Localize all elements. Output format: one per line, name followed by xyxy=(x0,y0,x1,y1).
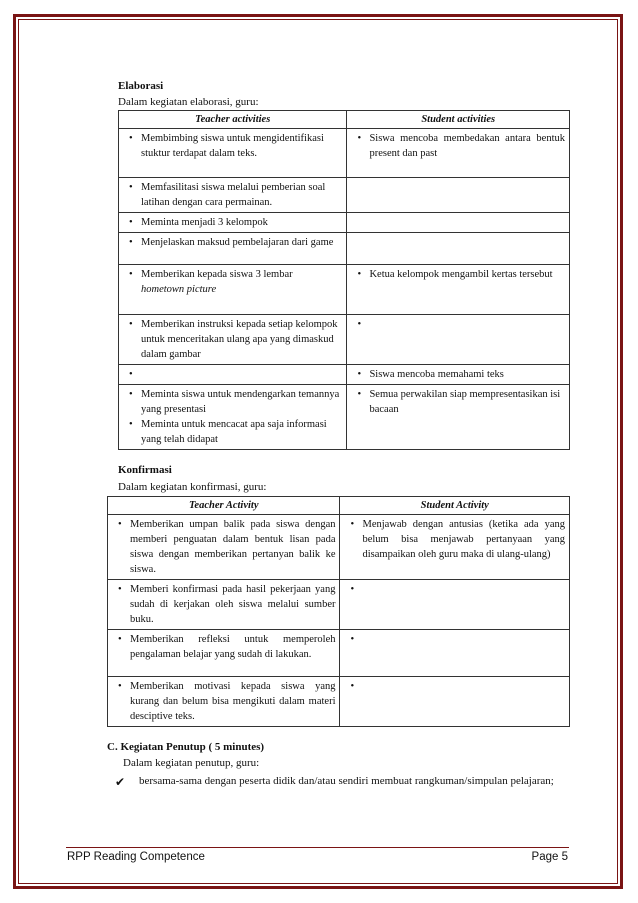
teacher-activity: • Meminta menjadi 3 kelompok xyxy=(141,215,342,230)
teacher-activity: • Meminta siswa untuk mendengarkan temannya yang presentasi xyxy=(141,387,342,417)
student-activity: • Menjawab dengan antusias (ketika ada yang belum bisa menjawab pertanyaan yang disampaikan oleh guru maka di ulang-ulang) xyxy=(362,517,565,562)
elaborasi-table xyxy=(118,110,570,450)
teacher-activity: • Memberikan instruksi kepada setiap kelompok untuk menceritakan ulang apa yang dimaskud dalam gambar xyxy=(141,317,342,362)
student-activity: • Ketua kelompok mengambil kertas tersebut xyxy=(369,267,565,282)
student-activity: • Siswa mencoba memahami teks xyxy=(369,367,565,382)
konfirmasi-table xyxy=(107,496,570,727)
penutup-intro: Dalam kegiatan penutup, guru: xyxy=(123,757,260,769)
penutup-item: bersama-sama dengan peserta didik dan/atau sendiri membuat rangkuman/simpulan pelajaran; xyxy=(139,775,554,787)
col-teacher-header: Teacher activities xyxy=(119,111,347,129)
student-activity: • Semua perwakilan siap mempresentasikan isi bacaan xyxy=(369,387,565,417)
col-student-header: Student activities xyxy=(347,111,570,129)
teacher-activity: • Memberi konfirmasi pada hasil pekerjaan yang sudah di kerjakan oleh siswa melalui sumber buku. xyxy=(130,582,335,627)
konfirmasi-intro: Dalam kegiatan konfirmasi, guru: xyxy=(118,481,267,493)
teacher-activity: • Memberikan refleksi untuk memperoleh pengalaman belajar yang sudah di lakukan. xyxy=(130,632,335,662)
teacher-activity: • Memberikan kepada siswa 3 lembar hometown picture xyxy=(141,267,342,297)
teacher-activity: • Memberikan umpan balik pada siswa dengan memberi penguatan dalam bentuk lisan pada siswa dengan memberikan pertanyan balik ke siswa. xyxy=(130,517,335,577)
footer-divider xyxy=(66,847,569,848)
elaborasi-heading: Elaborasi xyxy=(118,80,164,92)
teacher-activity: • Menjelaskan maksud pembelajaran dari game xyxy=(141,235,342,250)
teacher-activity: • Meminta untuk mencacat apa saja informasi yang telah didapat xyxy=(141,417,342,447)
student-activity: • Siswa mencoba membedakan antara bentuk present dan past xyxy=(369,131,565,161)
checkmark-icon: ✔ xyxy=(115,775,126,789)
penutup-heading: C. Kegiatan Penutup ( 5 minutes) xyxy=(107,741,265,753)
page-number: Page 5 xyxy=(531,851,568,863)
teacher-activity: • Membimbing siswa untuk mengidentifikasi stuktur terdapat dalam teks. xyxy=(141,131,342,161)
elaborasi-intro: Dalam kegiatan elaborasi, guru: xyxy=(118,96,259,108)
footer-title: RPP Reading Competence xyxy=(67,851,205,863)
col-teacher-header: Teacher Activity xyxy=(108,497,340,515)
teacher-activity: • Memberikan motivasi kepada siswa yang kurang dan belum bisa mengikuti dalam materi desciptive teks. xyxy=(130,679,335,724)
konfirmasi-heading: Konfirmasi xyxy=(118,464,172,476)
teacher-activity: • Memfasilitasi siswa melalui pemberian soal latihan dengan cara permainan. xyxy=(141,180,342,210)
col-student-header: Student Activity xyxy=(340,497,570,515)
